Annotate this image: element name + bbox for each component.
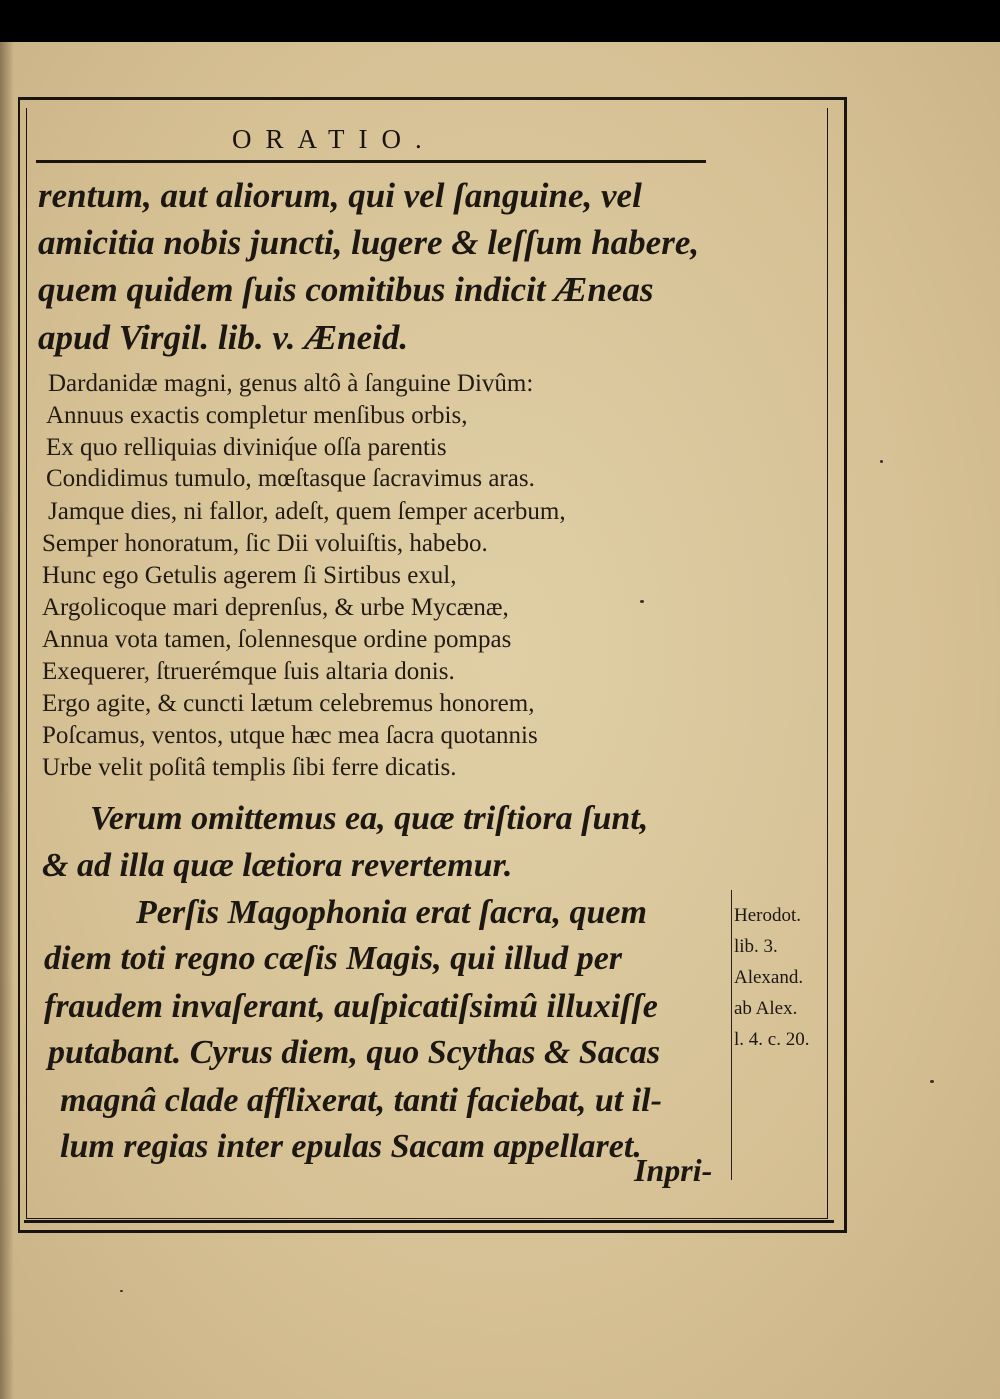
prose-line: Verum omittemus ea, quæ triſtiora ſunt, <box>90 800 649 837</box>
paper-speck <box>880 460 883 463</box>
margin-note-line: Herodot. <box>734 905 802 926</box>
margin-note-line: l. 4. c. 20. <box>734 1029 810 1050</box>
head-rule <box>36 160 706 163</box>
paper-speck <box>120 1290 123 1292</box>
verse-line: Jamque dies, ni fallor, adeſt, quem ſemper acerbum, <box>48 498 566 525</box>
verse-line: Condidimus tumulo, mœſtasque ſacravimus aras. <box>46 465 535 492</box>
verse-line: Ex quo relliquias diviniq́ue oſſa parentis <box>46 434 447 461</box>
verse-line: Urbe velit poſitâ templis ſibi ferre dicatis. <box>42 754 457 781</box>
opening-line: rentum, aut aliorum, qui vel ſanguine, vel <box>38 176 642 215</box>
margin-note-line: ab Alex. <box>734 998 798 1019</box>
running-head: ORATIO. <box>232 124 436 154</box>
verse-line: Argolicoque mari deprenſus, & urbe Mycænæ, <box>42 594 509 621</box>
verse-line: Annuus exactis completur menſibus orbis, <box>46 402 468 429</box>
verse-line: Semper honoratum, ſic Dii voluiſtis, habebo. <box>42 530 488 557</box>
marginal-citation <box>734 900 834 1055</box>
prose-line: magnâ clade afflixerat, tanti faciebat, ut il- <box>60 1082 662 1119</box>
prose-line: diem toti regno cæſis Magis, qui illud per <box>44 940 623 977</box>
prose-line: putabant. Cyrus diem, quo Scythas & Sacas <box>48 1034 661 1071</box>
margin-note-line: Alexand. <box>734 967 804 988</box>
verse-line: Annua vota tamen, ſolennesque ordine pompas <box>42 626 512 653</box>
verse-line: Hunc ego Getulis agerem ſi Sirtibus exul, <box>42 562 457 589</box>
paper-speck <box>640 600 644 603</box>
verse-line: Poſcamus, ventos, utque hæc mea ſacra quotannis <box>42 722 538 749</box>
catchword: Inpri- <box>634 1152 713 1188</box>
prose-line: & ad illa quæ lætiora revertemur. <box>42 847 513 884</box>
opening-line: amicitia nobis juncti, lugere & leſſum habere, <box>38 223 700 262</box>
prose-line: fraudem invaſerant, auſpicatiſsimû illuxiſſe <box>44 988 658 1025</box>
scan-border-top <box>0 0 1000 42</box>
page-gutter-shadow <box>0 42 14 1399</box>
prose-line: Perſis Magophonia erat ſacra, quem <box>136 894 647 931</box>
opening-line: apud Virgil. lib. v. Æneid. <box>38 318 409 357</box>
bottom-rule <box>24 1220 834 1223</box>
opening-line: quem quidem ſuis comitibus indicit Æneas <box>38 270 654 309</box>
verse-line: Ergo agite, & cuncti lætum celebremus honorem, <box>42 690 535 717</box>
margin-rule <box>731 890 732 1180</box>
paper-speck <box>930 1080 934 1083</box>
margin-note-line: lib. 3. <box>734 936 778 957</box>
verse-line: Dardanidæ magni, genus altô à ſanguine Divûm: <box>48 370 534 397</box>
verse-line: Exequerer, ſtruerémque ſuis altaria donis. <box>42 658 455 685</box>
prose-line: lum regias inter epulas Sacam appellaret. <box>60 1128 642 1165</box>
